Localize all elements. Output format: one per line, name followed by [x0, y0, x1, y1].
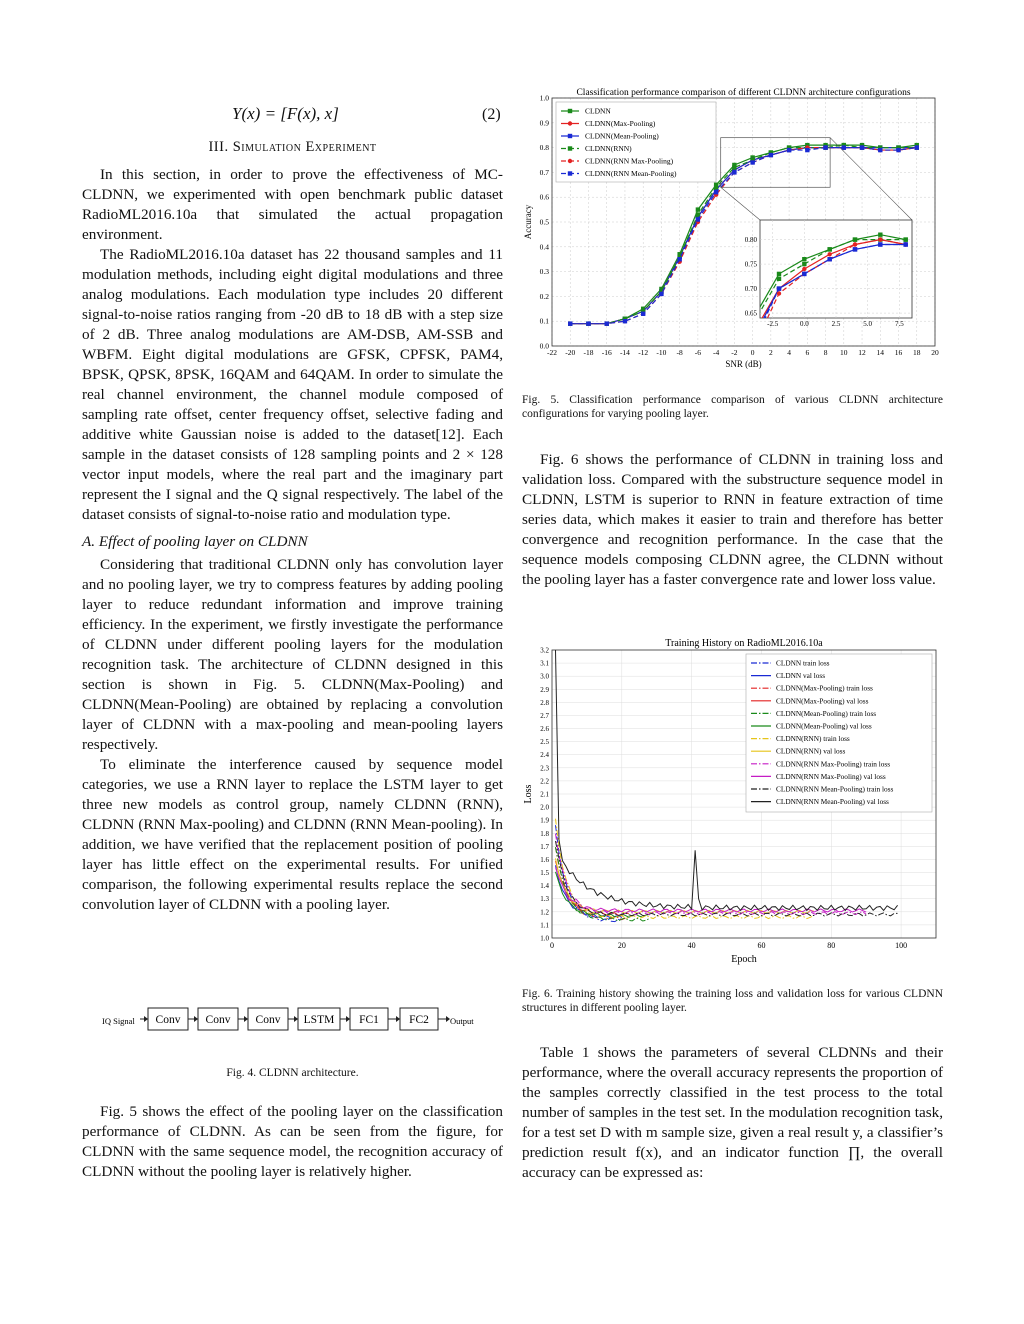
- fig5-inset-ytick-label: 0.70: [744, 285, 757, 294]
- fig5-point: [751, 331, 755, 335]
- fig5-legend-label: CLDNN(RNN Max-Pooling): [585, 156, 674, 166]
- fig5-point: [751, 340, 755, 344]
- fig6-ytick-label: 1.7: [540, 842, 549, 851]
- fig6-ytick-label: 3.0: [540, 672, 549, 681]
- fig5-xtick-label: -12: [638, 348, 649, 357]
- fig5-accuracy-chart: [520, 86, 950, 376]
- fig6-ytick-label: 2.8: [540, 698, 549, 707]
- fig5-ytick-label: 0.4: [539, 242, 549, 252]
- fig5-legend-label: CLDNN(Mean-Pooling): [585, 131, 659, 141]
- fig5-point: [878, 148, 882, 152]
- fig5-point: [878, 242, 882, 246]
- fig5-ytick-label: 0.6: [539, 192, 549, 202]
- fig6-legend-label: CLDNN(RNN) val loss: [776, 746, 846, 756]
- fig5-legend-label: CLDNN: [585, 106, 611, 116]
- fig6-legend-label: CLDNN(RNN Max-Pooling) train loss: [776, 759, 891, 769]
- fig6-series-line: [555, 847, 649, 921]
- fig5-point: [714, 185, 718, 189]
- fig6-ytick-label: 2.0: [540, 803, 549, 812]
- fig5-point: [568, 171, 572, 175]
- fig6-caption: Fig. 6. Training history showing the training loss and validation loss for various CLDNN structures in different pooling layer.: [522, 988, 943, 1014]
- fig6-legend-label: CLDNN(RNN) train loss: [776, 734, 850, 744]
- fig5-point: [623, 319, 627, 323]
- fig5-xlabel: SNR (dB): [725, 359, 762, 369]
- fig6-ytick-label: 2.3: [540, 764, 549, 773]
- fig5-point: [750, 160, 754, 164]
- fig5-xtick-label: -6: [694, 348, 702, 357]
- fig5-point: [568, 134, 572, 138]
- fig5-point: [853, 237, 857, 241]
- fig5-point: [696, 217, 700, 221]
- fig6-loss-chart: [520, 634, 950, 966]
- fig4-architecture-diagram: [100, 1002, 500, 1038]
- fig5-xtick-label: -16: [601, 348, 612, 357]
- fig5-xtick-label: 2: [768, 348, 773, 357]
- right-column: [522, 450, 943, 590]
- left-column-bottom: [82, 1102, 503, 1182]
- fig6-xtick-label: 100: [895, 941, 908, 950]
- fig5-xtick-label: -8: [676, 348, 683, 357]
- fig5-point: [777, 286, 781, 290]
- fig5-inset-xtick-label: 5.0: [863, 320, 873, 328]
- fig5-point: [659, 292, 663, 296]
- fig6-ytick-label: 2.1: [540, 790, 549, 799]
- fig5-point: [827, 247, 831, 251]
- fig5-ytick-label: 0.0: [539, 341, 549, 351]
- fig5-point: [802, 262, 806, 266]
- fig5-point: [823, 145, 827, 149]
- paragraph: The RadioML2016.10a dataset has 22 thousand samples and 11 modulation methods, including eight digital modulations and three analog modulations. Each modulation type includes 20 different signal-to-noise ratios ranging from -20 dB to 18 dB with a step size of 2 dB. Three analog modulations are AM-DSB, AM-SSB and WBFM. Eight digital modulations are GFSK, CPFSK, PAM4, BPSK, QPSK, 8PSK, 16QAM and 64QAM. In order to simulate the real channel environment, the channel module composed of sampling rate offset, center frequency offset, selective fading and additive white Gaussian noise is added to the dataset[12]. Each sample in the dataset consists of 128 sampling points and 2 × 128 vector input models, where the real part and the imaginary part represent the I signal and the Q signal respectively. The label of the dataset consists of signal-to-noise ratio and modulation type.: [82, 246, 503, 523]
- fig5-point: [586, 321, 590, 325]
- fig5-legend: [556, 102, 716, 182]
- fig6-ytick-label: 2.2: [540, 777, 549, 786]
- fig6-ytick-label: 2.7: [540, 711, 549, 720]
- section-heading: III. Simulation Experiment: [208, 139, 377, 155]
- fig5-inset-xtick-label: 0.0: [799, 320, 809, 328]
- fig5-point: [769, 153, 773, 157]
- paragraph: In this section, in order to prove the effectiveness of MC-CLDNN, we experimented with open benchmark public dataset RadioML2016.10a that simulated the actual propagation environment.: [82, 166, 503, 243]
- fig4-block-label: LSTM: [303, 1014, 335, 1026]
- fig5-ytick-label: 0.2: [539, 291, 549, 301]
- fig6-ytick-label: 1.5: [540, 869, 549, 878]
- fig5-point: [568, 121, 572, 125]
- fig6-series-line: [555, 868, 866, 913]
- fig5-point: [677, 257, 681, 261]
- fig5-legend-label: CLDNN(RNN): [585, 144, 632, 153]
- fig5-ytick-label: 1.0: [539, 93, 549, 103]
- fig5-point: [853, 242, 857, 246]
- fig6-title: Training History on RadioML2016.10a: [665, 638, 823, 649]
- fig4-block-label: Conv: [205, 1014, 231, 1026]
- fig4-input-label: IQ Signal: [102, 1016, 135, 1026]
- fig5-inset-xtick-label: 2.5: [831, 320, 841, 328]
- fig5-point: [878, 237, 882, 241]
- fig5-point: [842, 145, 846, 149]
- fig6-legend-label: CLDNN train loss: [776, 658, 830, 668]
- fig5-point: [568, 159, 572, 163]
- fig5-point: [696, 207, 700, 211]
- fig5-point: [802, 272, 806, 276]
- fig5-inset-xtick-label: 7.5: [894, 320, 904, 328]
- fig6-ytick-label: 2.4: [540, 751, 549, 760]
- equation: Y(x) = [F(x), x]: [232, 104, 339, 123]
- fig6-legend-label: CLDNN(Mean-Pooling) train loss: [776, 708, 877, 718]
- fig5-legend-label: CLDNN(RNN Mean-Pooling): [585, 169, 677, 178]
- fig4-arrowhead: [194, 1016, 198, 1022]
- fig6-ytick-label: 1.0: [540, 934, 549, 943]
- fig5-point: [787, 148, 791, 152]
- fig5-inset-ytick-label: 0.65: [744, 309, 757, 318]
- fig5-legend-label: CLDNN(Max-Pooling): [585, 119, 656, 128]
- fig5-inset-xtick-label: -2.5: [767, 320, 779, 328]
- fig5-xtick-label: 18: [913, 348, 921, 357]
- fig5-point: [696, 212, 700, 216]
- fig5-point: [903, 237, 907, 241]
- fig5-point: [896, 148, 900, 152]
- paragraph: Fig. 6 shows the performance of CLDNN in training loss and validation loss. Compared with the substructure sequence model in CLDNN, LSTM is superior to RNN in feature extraction of time series data, which makes it easier to train and therefore has better convergence and recognition performance. In the case that the sequence models composing CLDNN agree, the CLDNN without the pooling layer has a faster convergence rate and lower loss value.: [522, 451, 943, 588]
- fig4-arrowhead: [396, 1016, 400, 1022]
- fig5-ytick-label: 0.3: [539, 267, 549, 277]
- fig4-caption: Fig. 4. CLDNN architecture.: [226, 1067, 359, 1079]
- fig6-ytick-label: 2.5: [540, 738, 549, 747]
- fig5-ytick-label: 0.7: [539, 167, 549, 177]
- fig4-output-label: Output: [450, 1016, 474, 1026]
- paragraph: Table 1 shows the parameters of several CLDNNs and their performance, where the overall accuracy represents the proportion of the samples correctly classified in the test process to the total number of samples in the test set. In the modulation recognition task, for a test set D with m sample size, given a real result y, a classifier’s prediction result f(x), and an indicator function ∏, the overall accuracy can be expressed as:: [522, 1044, 943, 1181]
- right-column-bottom: [522, 1043, 943, 1183]
- fig6-ytick-label: 3.2: [540, 646, 549, 655]
- fig5-point: [805, 148, 809, 152]
- fig6-series-line: [555, 834, 866, 915]
- fig5-point: [568, 109, 572, 113]
- fig5-xtick-label: 4: [787, 348, 791, 357]
- fig6-legend-label: CLDNN val loss: [776, 671, 826, 681]
- fig5-ytick-label: 0.5: [539, 217, 549, 227]
- fig4-arrowhead: [244, 1016, 248, 1022]
- fig6-xtick-label: 0: [550, 941, 554, 950]
- fig5-xtick-label: 20: [931, 348, 939, 357]
- fig6-xtick-label: 40: [687, 941, 696, 950]
- fig6-xtick-label: 60: [757, 941, 766, 950]
- fig5-xtick-label: 0: [750, 348, 755, 357]
- fig4-block-label: Conv: [155, 1014, 181, 1026]
- fig6-ytick-label: 1.3: [540, 895, 549, 904]
- fig5-xtick-label: 14: [876, 348, 885, 357]
- fig6-legend: [746, 654, 932, 812]
- paragraph: Considering that traditional CLDNN only has convolution layer and no pooling layer, we try to compress features by adding pooling layer to reduce redundant information and improve training efficiency. In the experiment, we firstly investigate the performance of CLDNN under different pooling layers for the modulation recognition task. The architecture of CLDNN designed in this section is shown in Fig. 5. CLDNN(Max-Pooling) and CLDNN(Mean-Pooling) are obtained by replacing a convolution layer of CLDNN with a max-pooling and mean-pooling layers respectively.: [82, 556, 503, 753]
- fig6-legend-label: CLDNN(Max-Pooling) train loss: [776, 683, 873, 693]
- fig6-xtick-label: 80: [827, 941, 836, 950]
- fig5-xtick-label: -4: [713, 348, 720, 357]
- fig5-point: [641, 312, 645, 316]
- fig6-series-line: [555, 858, 813, 913]
- fig5-point: [853, 247, 857, 251]
- fig6-ytick-label: 1.1: [540, 921, 549, 930]
- subsection-heading: A. Effect of pooling layer on CLDNN: [82, 533, 308, 550]
- fig6-xlabel: Epoch: [731, 954, 757, 965]
- fig6-ytick-label: 1.9: [540, 816, 549, 825]
- fig5-ytick-label: 0.9: [539, 118, 549, 128]
- fig5-ytick-label: 0.1: [539, 316, 549, 326]
- fig6-xtick-label: 20: [617, 941, 626, 950]
- fig6-ytick-label: 3.1: [540, 659, 549, 668]
- fig5-point: [714, 190, 718, 194]
- fig4-arrowhead: [294, 1016, 298, 1022]
- fig4-arrowhead: [346, 1016, 350, 1022]
- fig5-point: [568, 146, 572, 150]
- fig6-legend-label: CLDNN(Mean-Pooling) val loss: [776, 721, 872, 731]
- equation-number: (2): [482, 106, 501, 123]
- paragraph: Fig. 5 shows the effect of the pooling layer on the classification performance of CLDNN. As can be seen from the figure, for CLDNN with the same sequence model, the recognition accuracy of CLDNN without the pooling layer is relatively higher.: [82, 1103, 503, 1180]
- fig5-xtick-label: 8: [823, 348, 828, 357]
- fig4-block-label: FC1: [359, 1014, 379, 1026]
- fig5-point: [802, 267, 806, 271]
- fig5-xtick-label: -20: [565, 348, 576, 357]
- fig5-point: [860, 145, 864, 149]
- fig6-legend-label: CLDNN(RNN Max-Pooling) val loss: [776, 771, 886, 781]
- fig6-ytick-label: 1.4: [540, 882, 549, 891]
- fig5-point: [827, 252, 831, 256]
- fig5-xtick-label: 12: [858, 348, 866, 357]
- fig5-xtick-label: -14: [619, 348, 630, 357]
- fig5-caption: Fig. 5. Classification performance comparison of various CLDNN architecture configurations for varying pooling layer.: [522, 394, 943, 420]
- fig5-point: [568, 321, 572, 325]
- fig6-ytick-label: 1.6: [540, 855, 549, 864]
- fig5-point: [777, 291, 781, 295]
- fig5-xtick-label: -2: [731, 348, 738, 357]
- fig5-ylabel: Accuracy: [523, 204, 533, 240]
- fig6-ytick-label: 2.6: [540, 725, 549, 734]
- fig5-point: [777, 277, 781, 281]
- fig6-ytick-label: 1.2: [540, 908, 549, 917]
- fig5-point: [878, 233, 882, 237]
- fig5-point: [903, 242, 907, 246]
- fig5-inset-ytick-label: 0.80: [744, 236, 757, 245]
- fig4-block-label: Conv: [255, 1014, 281, 1026]
- fig5-xtick-label: -22: [547, 348, 557, 357]
- fig6-legend-label: CLDNN(RNN Mean-Pooling) val loss: [776, 797, 889, 807]
- fig5-point: [827, 257, 831, 261]
- fig5-point: [915, 145, 919, 149]
- fig4-block-label: FC2: [409, 1014, 429, 1026]
- fig4-arrowhead: [144, 1016, 148, 1022]
- paragraph: To eliminate the interference caused by sequence model categories, we use a RNN layer to replace the LSTM layer to get three new models as control group, namely CLDNN (RNN), CLDNN (RNN Max-pooling) and CLDNN (RNN Mean-pooling). In addition, we have verified that the replacement position of pooling layer has little effect on the experimental results. For unified comparison, the following experimental results replace the second convolution layer of CLDNN with a pooling layer.: [82, 756, 503, 913]
- fig6-ylabel: Loss: [523, 784, 534, 804]
- fig5-point: [777, 272, 781, 276]
- fig6-ytick-label: 1.8: [540, 829, 549, 838]
- fig5-point: [751, 335, 755, 339]
- fig5-inset-ytick-label: 0.75: [744, 260, 757, 269]
- fig5-zoom-connector: [721, 187, 760, 220]
- fig6-ytick-label: 2.9: [540, 685, 549, 694]
- fig5-point: [732, 165, 736, 169]
- fig5-point: [732, 170, 736, 174]
- fig5-title: Classification performance comparison of different CLDNN architecture configurations: [576, 88, 911, 98]
- fig5-point: [605, 321, 609, 325]
- fig6-series-line: [555, 819, 813, 919]
- fig5-xtick-label: 10: [840, 348, 848, 357]
- fig6-legend-label: CLDNN(RNN Mean-Pooling) train loss: [776, 784, 894, 794]
- fig5-xtick-label: -10: [656, 348, 667, 357]
- fig5-xtick-label: 16: [894, 348, 903, 357]
- fig5-xtick-label: -18: [583, 348, 594, 357]
- left-column: [82, 165, 503, 915]
- fig6-legend-label: CLDNN(Max-Pooling) val loss: [776, 696, 869, 706]
- fig5-point: [802, 257, 806, 261]
- fig5-xtick-label: 6: [805, 348, 810, 357]
- fig5-ytick-label: 0.8: [539, 143, 549, 153]
